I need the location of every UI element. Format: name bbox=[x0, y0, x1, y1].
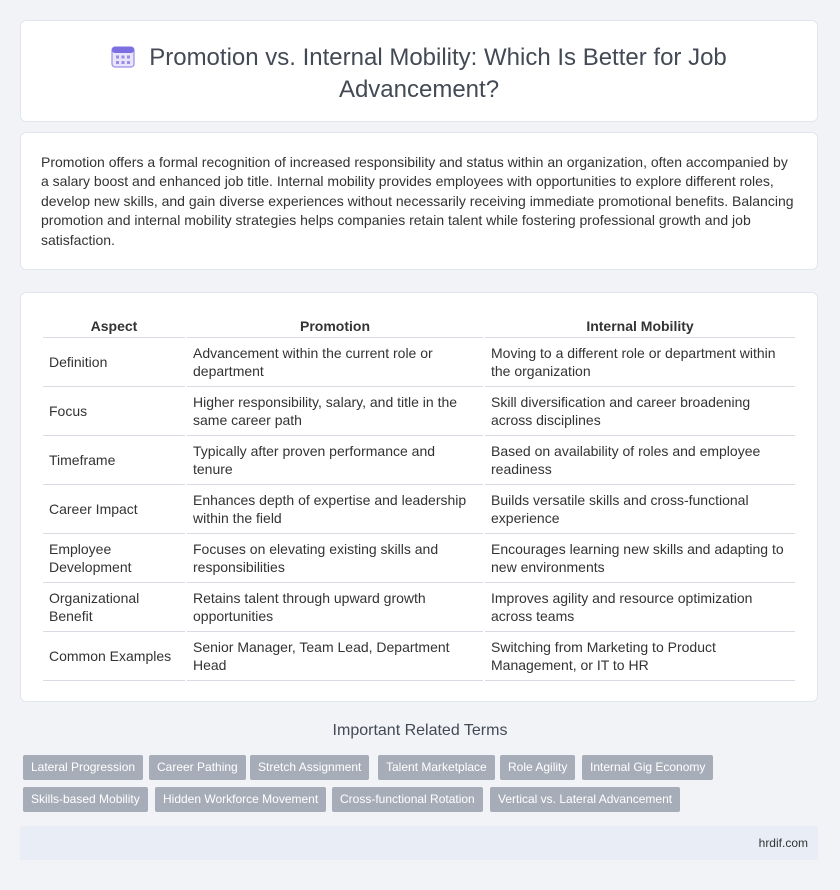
cell-promotion: Focuses on elevating existing skills and responsibilities bbox=[187, 534, 483, 583]
cell-aspect: Career Impact bbox=[43, 485, 185, 534]
table-row bbox=[43, 436, 795, 485]
table-header-row bbox=[43, 315, 795, 338]
cell-aspect: Organizational Benefit bbox=[43, 583, 185, 632]
cell-internal-mobility: Moving to a different role or department within the organization bbox=[485, 338, 795, 387]
header-card bbox=[20, 20, 818, 122]
table-row bbox=[43, 387, 795, 436]
cell-aspect: Timeframe bbox=[43, 436, 185, 485]
cell-promotion: Enhances depth of expertise and leadership within the field bbox=[187, 485, 483, 534]
cell-aspect: Definition bbox=[43, 338, 185, 387]
cell-promotion: Advancement within the current role or department bbox=[187, 338, 483, 387]
header-aspect: Aspect bbox=[43, 315, 185, 338]
cell-internal-mobility: Based on availability of roles and employee readiness bbox=[485, 436, 795, 485]
cell-promotion: Senior Manager, Team Lead, Department Head bbox=[187, 632, 483, 681]
title-line-2: Advancement? bbox=[338, 76, 500, 103]
tag-career-pathing[interactable]: Career Pathing bbox=[149, 755, 246, 780]
intro-card bbox=[20, 132, 818, 270]
header-promotion: Promotion bbox=[187, 315, 483, 338]
table-row bbox=[43, 632, 795, 681]
cell-internal-mobility: Encourages learning new skills and adapting to new environments bbox=[485, 534, 795, 583]
cell-internal-mobility: Improves agility and resource optimization across teams bbox=[485, 583, 795, 632]
table-row bbox=[43, 338, 795, 387]
comparison-card bbox=[20, 292, 818, 702]
footer-site[interactable]: hrdif.com bbox=[758, 836, 808, 850]
table-row bbox=[43, 534, 795, 583]
header-internal-mobility: Internal Mobility bbox=[485, 315, 795, 338]
related-terms-title: Important Related Terms bbox=[332, 722, 508, 739]
tag-role-agility[interactable]: Role Agility bbox=[500, 755, 575, 780]
title-line-1: Promotion vs. Internal Mobility: Which Is Better for Job bbox=[149, 44, 727, 71]
tag-cross-functional-rotation[interactable]: Cross-functional Rotation bbox=[332, 787, 483, 812]
cell-promotion: Retains talent through upward growth opportunities bbox=[187, 583, 483, 632]
cell-promotion: Typically after proven performance and tenure bbox=[187, 436, 483, 485]
tag-internal-gig-economy[interactable]: Internal Gig Economy bbox=[582, 755, 713, 780]
page-title bbox=[21, 43, 817, 104]
comparison-table bbox=[41, 315, 797, 681]
table-row bbox=[43, 485, 795, 534]
cell-aspect: Focus bbox=[43, 387, 185, 436]
cell-aspect: Common Examples bbox=[43, 632, 185, 681]
tag-lateral-progression[interactable]: Lateral Progression bbox=[23, 755, 143, 780]
intro-text: Promotion offers a formal recognition of increased responsibility and status within an organization, often accompanied by a salary boost and enhanced job title. Internal mobility provides employees with opportunities to explore different roles, develop new skills, and gain diverse experiences without necessarily receiving immediate promotional benefits. Balancing promotion and internal mobility strategies helps companies retain talent while fostering professional growth and job satisfaction. bbox=[41, 154, 794, 248]
tag-vertical-vs-lateral-advancement[interactable]: Vertical vs. Lateral Advancement bbox=[490, 787, 680, 812]
cell-internal-mobility: Skill diversification and career broadening across disciplines bbox=[485, 387, 795, 436]
cell-internal-mobility: Switching from Marketing to Product Management, or IT to HR bbox=[485, 632, 795, 681]
tag-stretch-assignment[interactable]: Stretch Assignment bbox=[250, 755, 369, 780]
tag-talent-marketplace[interactable]: Talent Marketplace bbox=[378, 755, 495, 780]
cell-promotion: Higher responsibility, salary, and title in the same career path bbox=[187, 387, 483, 436]
tag-skills-based-mobility[interactable]: Skills-based Mobility bbox=[23, 787, 148, 812]
cell-internal-mobility: Builds versatile skills and cross-functional experience bbox=[485, 485, 795, 534]
cell-aspect: Employee Development bbox=[43, 534, 185, 583]
footer bbox=[20, 826, 818, 860]
table-row bbox=[43, 583, 795, 632]
calendar-icon bbox=[111, 44, 135, 75]
tag-hidden-workforce-movement[interactable]: Hidden Workforce Movement bbox=[155, 787, 326, 812]
